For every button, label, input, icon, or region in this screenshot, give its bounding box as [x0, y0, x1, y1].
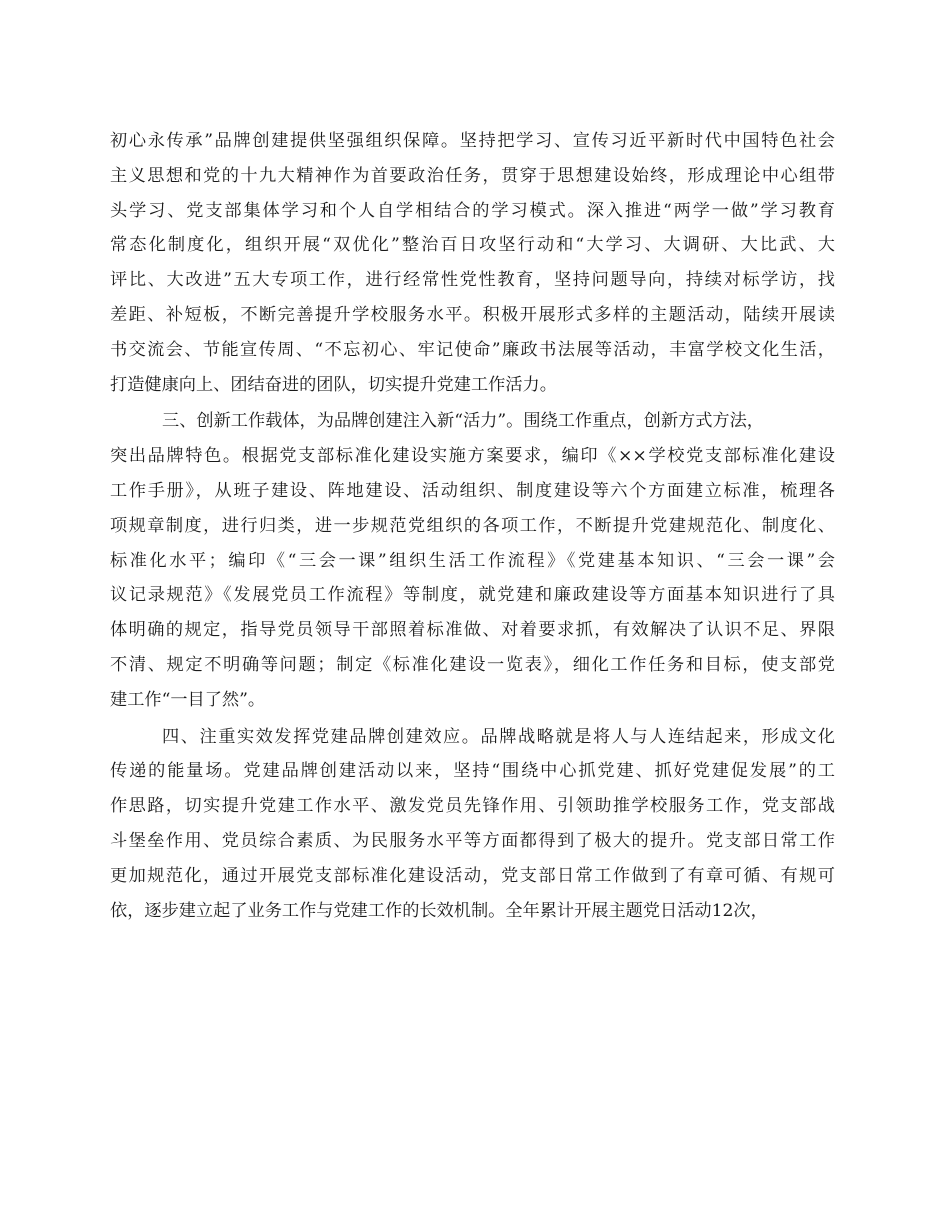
text-line: 评比、大改进”五大专项工作，进行经常性党性教育，坚持问题导向，持续对标学访，找: [110, 270, 835, 291]
text-line: 体明确的规定，指导党员领导干部照着标准做、对着要求抓，有效解决了认识不足、界限: [110, 620, 835, 641]
text-line: 差距、补短板，不断完善提升学校服务水平。积极开展形式多样的主题活动，陆续开展读: [110, 304, 835, 325]
text-line: 斗堡垒作用、党员综合素质、为民服务水平等方面都得到了极大的提升。党支部日常工作: [110, 830, 835, 851]
text-line: 四、注重实效发挥党建品牌创建效应。品牌战略就是将人与人连结起来，形成文化: [162, 726, 835, 747]
text-line: 主义思想和党的十九大精神作为首要政治任务，贯穿于思想建设始终，形成理论中心组带: [110, 165, 835, 186]
text-line: 标准化水平；编印《“三会一课”组织生活工作流程》《党建基本知识、“三会一课”会: [110, 550, 835, 571]
text-line: 建工作“一目了然”。: [110, 689, 266, 710]
text-line: 常态化制度化，组织开展“双优化”整治百日攻坚行动和“大学习、大调研、大比武、大: [110, 235, 835, 256]
text-line: 三、创新工作载体，为品牌创建注入新“活力”。围绕工作重点，创新方式方法，: [162, 411, 764, 432]
paragraph-2: [110, 404, 835, 717]
text-line: 头学习、党支部集体学习和个人自学相结合的学习模式。深入推进“两学一做”学习教育: [110, 200, 835, 221]
text-line: 依，逐步建立起了业务工作与党建工作的长效机制。全年累计开展主题党日活动12次，: [110, 900, 768, 921]
paragraph-1: [110, 124, 835, 402]
text-line: 打造健康向上、团结奋进的团队，切实提升党建工作活力。: [110, 374, 557, 395]
text-line: 书交流会、节能宣传周、“不忘初心、牢记使命”廉政书法展等活动，丰富学校文化生活，: [110, 339, 835, 360]
text-line: 突出品牌特色。根据党支部标准化建设实施方案要求，编印《××学校党支部标准化建设: [110, 446, 835, 467]
paragraph-3: [110, 720, 835, 929]
text-line: 传递的能量场。党建品牌创建活动以来，坚持“围绕中心抓党建、抓好党建促发展”的工: [110, 761, 835, 782]
text-line: 更加规范化，通过开展党支部标准化建设活动，党支部日常工作做到了有章可循、有规可: [110, 865, 835, 886]
text-line: 议记录规范》《发展党员工作流程》等制度，就党建和廉政建设等方面基本知识进行了具: [110, 585, 835, 606]
text-line: 不清、规定不明确等问题；制定《标准化建设一览表》，细化工作任务和目标，使支部党: [110, 654, 835, 675]
text-line: 工作手册》，从班子建设、阵地建设、活动组织、制度建设等六个方面建立标准，梳理各: [110, 480, 835, 501]
document-page: [110, 124, 835, 928]
text-line: 初心永传承”品牌创建提供坚强组织保障。坚持把学习、宣传习近平新时代中国特色社会: [110, 131, 835, 151]
text-line: 项规章制度，进行归类，进一步规范党组织的各项工作，不断提升党建规范化、制度化、: [110, 515, 835, 536]
text-line: 作思路，切实提升党建工作水平、激发党员先锋作用、引领助推学校服务工作，党支部战: [110, 796, 835, 817]
